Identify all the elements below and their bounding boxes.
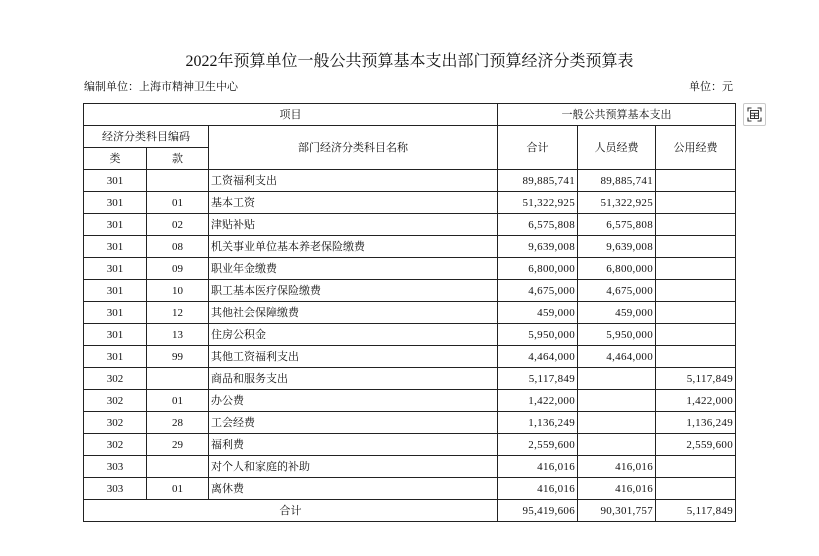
cell-section: 01 xyxy=(147,478,209,500)
cell-class: 302 xyxy=(84,412,147,434)
table-row xyxy=(84,192,736,214)
cell-class: 302 xyxy=(84,368,147,390)
cell-public xyxy=(656,192,736,214)
cell-section: 29 xyxy=(147,434,209,456)
header-class: 类 xyxy=(84,148,147,170)
page-title: 2022年预算单位一般公共预算基本支出部门预算经济分类预算表 xyxy=(185,53,634,70)
header-budget-group: 一般公共预算基本支出 xyxy=(498,104,736,126)
cell-personnel: 4,464,000 xyxy=(578,346,656,368)
cell-total: 1,422,000 xyxy=(498,390,578,412)
table-row xyxy=(84,214,736,236)
header-public: 公用经费 xyxy=(656,126,736,170)
cell-public: 5,117,849 xyxy=(656,368,736,390)
cell-class: 301 xyxy=(84,192,147,214)
table-row xyxy=(84,236,736,258)
total-sum: 95,419,606 xyxy=(498,500,578,522)
cell-section: 01 xyxy=(147,192,209,214)
total-row xyxy=(84,500,736,522)
cell-class: 302 xyxy=(84,390,147,412)
table-footer xyxy=(84,500,736,522)
cell-public xyxy=(656,280,736,302)
cell-name: 离休费 xyxy=(209,478,498,500)
table-row xyxy=(84,456,736,478)
cell-class: 303 xyxy=(84,478,147,500)
cell-class: 302 xyxy=(84,434,147,456)
table-icon xyxy=(747,107,762,122)
table-row xyxy=(84,368,736,390)
compiling-unit-label: 编制单位：上海市精神卫生中心 xyxy=(84,81,238,93)
cell-section: 02 xyxy=(147,214,209,236)
cell-section: 01 xyxy=(147,390,209,412)
cell-class: 301 xyxy=(84,302,147,324)
table-tool-button[interactable] xyxy=(743,103,766,126)
header-name: 部门经济分类科目名称 xyxy=(209,126,498,170)
budget-table xyxy=(83,103,736,522)
cell-total: 4,675,000 xyxy=(498,280,578,302)
cell-name: 机关事业单位基本养老保险缴费 xyxy=(209,236,498,258)
cell-personnel xyxy=(578,434,656,456)
cell-personnel: 416,016 xyxy=(578,456,656,478)
cell-name: 基本工资 xyxy=(209,192,498,214)
cell-section xyxy=(147,456,209,478)
cell-name: 职工基本医疗保险缴费 xyxy=(209,280,498,302)
table-row xyxy=(84,302,736,324)
cell-personnel: 51,322,925 xyxy=(578,192,656,214)
cell-total: 459,000 xyxy=(498,302,578,324)
cell-section xyxy=(147,170,209,192)
cell-name: 住房公积金 xyxy=(209,324,498,346)
table-row xyxy=(84,346,736,368)
cell-public xyxy=(656,456,736,478)
cell-personnel: 416,016 xyxy=(578,478,656,500)
table-row xyxy=(84,390,736,412)
cell-public xyxy=(656,478,736,500)
cell-total: 4,464,000 xyxy=(498,346,578,368)
cell-personnel: 9,639,008 xyxy=(578,236,656,258)
header-item: 项目 xyxy=(84,104,498,126)
cell-personnel: 6,575,808 xyxy=(578,214,656,236)
cell-total: 6,575,808 xyxy=(498,214,578,236)
cell-personnel: 6,800,000 xyxy=(578,258,656,280)
total-public: 5,117,849 xyxy=(656,500,736,522)
table-row xyxy=(84,324,736,346)
cell-total: 5,950,000 xyxy=(498,324,578,346)
cell-total: 6,800,000 xyxy=(498,258,578,280)
cell-total: 2,559,600 xyxy=(498,434,578,456)
cell-class: 301 xyxy=(84,324,147,346)
cell-personnel: 5,950,000 xyxy=(578,324,656,346)
cell-class: 301 xyxy=(84,280,147,302)
cell-class: 301 xyxy=(84,236,147,258)
cell-name: 其他社会保障缴费 xyxy=(209,302,498,324)
cell-public xyxy=(656,236,736,258)
cell-public xyxy=(656,302,736,324)
cell-total: 9,639,008 xyxy=(498,236,578,258)
cell-section: 10 xyxy=(147,280,209,302)
cell-total: 51,322,925 xyxy=(498,192,578,214)
cell-public xyxy=(656,324,736,346)
header-total: 合计 xyxy=(498,126,578,170)
cell-name: 工资福利支出 xyxy=(209,170,498,192)
cell-class: 303 xyxy=(84,456,147,478)
table-row xyxy=(84,478,736,500)
cell-personnel: 89,885,741 xyxy=(578,170,656,192)
cell-public: 2,559,600 xyxy=(656,434,736,456)
header-personnel: 人员经费 xyxy=(578,126,656,170)
cell-public xyxy=(656,214,736,236)
cell-section: 99 xyxy=(147,346,209,368)
total-label: 合计 xyxy=(84,500,498,522)
total-personnel: 90,301,757 xyxy=(578,500,656,522)
cell-class: 301 xyxy=(84,214,147,236)
cell-public xyxy=(656,258,736,280)
table-row xyxy=(84,434,736,456)
cell-public: 1,136,249 xyxy=(656,412,736,434)
header-code-group: 经济分类科目编码 xyxy=(84,126,209,148)
cell-personnel xyxy=(578,390,656,412)
cell-public xyxy=(656,170,736,192)
cell-class: 301 xyxy=(84,346,147,368)
cell-name: 办公费 xyxy=(209,390,498,412)
cell-total: 1,136,249 xyxy=(498,412,578,434)
table-row xyxy=(84,170,736,192)
cell-name: 职业年金缴费 xyxy=(209,258,498,280)
cell-personnel xyxy=(578,368,656,390)
cell-class: 301 xyxy=(84,170,147,192)
header-row xyxy=(84,126,736,148)
cell-name: 津贴补贴 xyxy=(209,214,498,236)
cell-total: 89,885,741 xyxy=(498,170,578,192)
cell-class: 301 xyxy=(84,258,147,280)
cell-name: 商品和服务支出 xyxy=(209,368,498,390)
table-row xyxy=(84,280,736,302)
cell-name: 福利费 xyxy=(209,434,498,456)
cell-section: 12 xyxy=(147,302,209,324)
cell-personnel: 4,675,000 xyxy=(578,280,656,302)
cell-public: 1,422,000 xyxy=(656,390,736,412)
header-section: 款 xyxy=(147,148,209,170)
cell-total: 416,016 xyxy=(498,456,578,478)
cell-section: 09 xyxy=(147,258,209,280)
cell-name: 对个人和家庭的补助 xyxy=(209,456,498,478)
header-row xyxy=(84,104,736,126)
table-row xyxy=(84,258,736,280)
table-body xyxy=(84,170,736,500)
cell-section: 13 xyxy=(147,324,209,346)
cell-personnel xyxy=(578,412,656,434)
cell-section: 08 xyxy=(147,236,209,258)
currency-unit-label: 单位：元 xyxy=(689,81,733,93)
cell-personnel: 459,000 xyxy=(578,302,656,324)
cell-name: 其他工资福利支出 xyxy=(209,346,498,368)
cell-section xyxy=(147,368,209,390)
table-header xyxy=(84,104,736,170)
table-row xyxy=(84,412,736,434)
cell-total: 416,016 xyxy=(498,478,578,500)
cell-total: 5,117,849 xyxy=(498,368,578,390)
cell-public xyxy=(656,346,736,368)
cell-name: 工会经费 xyxy=(209,412,498,434)
cell-section: 28 xyxy=(147,412,209,434)
